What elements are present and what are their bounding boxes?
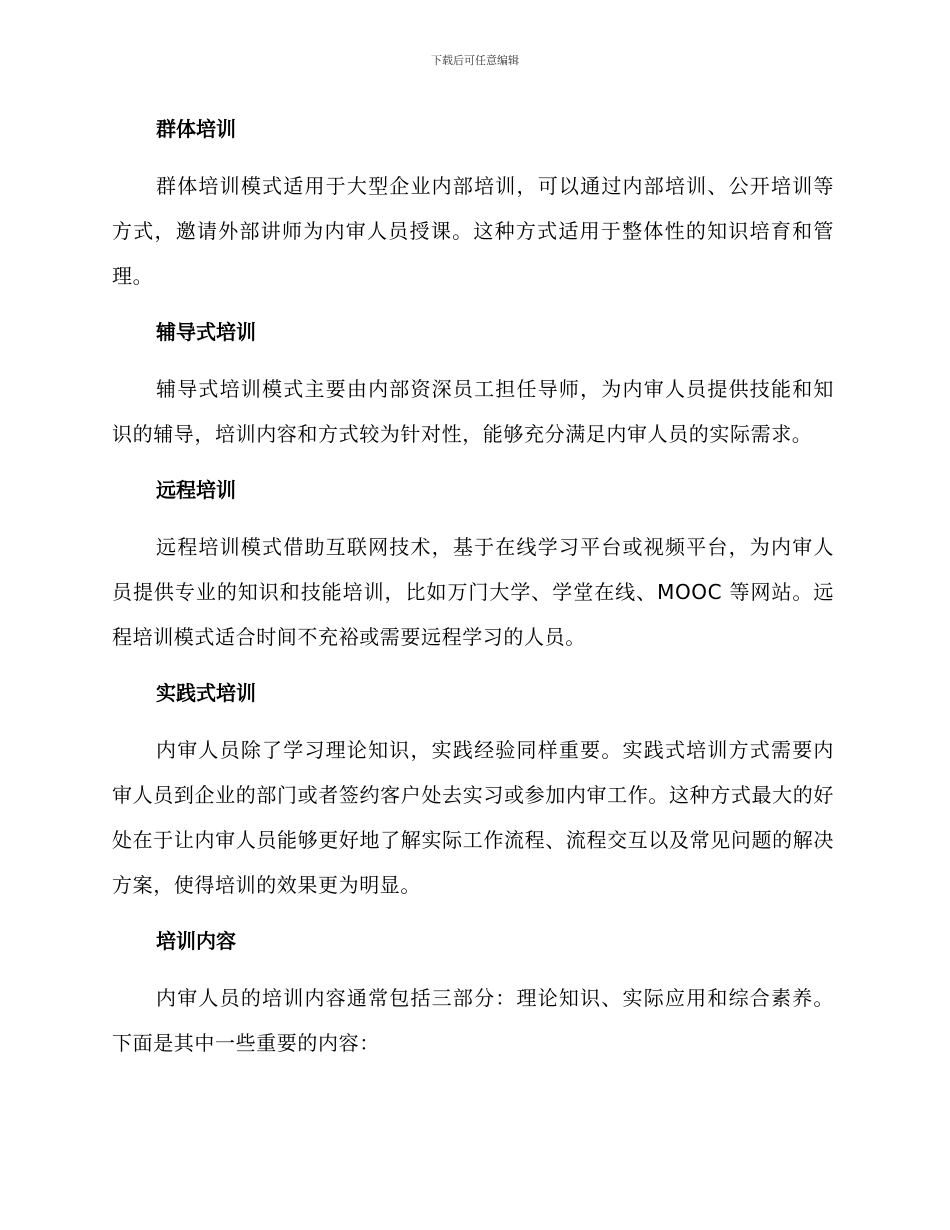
header-note: 下载后可任意编辑 — [431, 54, 519, 67]
section-practical-training — [112, 678, 834, 908]
section-heading: 实践式培训 — [156, 681, 256, 705]
section-paragraph: 远程培训模式借助互联网技术，基于在线学习平台或视频平台，为内审人员提供专业的知识和技能培训，比如万门大学、学堂在线、MOOC 等网站。远程培训模式适合时间不充裕或需要远程学习的人员。 — [112, 535, 834, 649]
section-paragraph: 内审人员的培训内容通常包括三部分：理论知识、实际应用和综合素养。下面是其中一些重要的内容： — [112, 986, 834, 1055]
section-paragraph: 辅导式培训模式主要由内部资深员工担任导师，为内审人员提供技能和知识的辅导，培训内容和方式较为针对性，能够充分满足内审人员的实际需求。 — [112, 377, 834, 446]
section-paragraph: 群体培训模式适用于大型企业内部培训，可以通过内部培训、公开培训等方式，邀请外部讲师为内审人员授课。这种方式适用于整体性的知识培育和管理。 — [112, 174, 834, 288]
document-content — [112, 114, 834, 1084]
section-heading: 培训内容 — [156, 929, 236, 953]
section-heading: 远程培训 — [156, 478, 236, 502]
section-group-training — [112, 114, 834, 299]
section-heading: 辅导式培训 — [156, 320, 256, 344]
section-mentoring-training — [112, 317, 834, 457]
section-training-content — [112, 926, 834, 1066]
section-heading: 群体培训 — [156, 117, 236, 141]
section-remote-training — [112, 475, 834, 660]
section-paragraph: 内审人员除了学习理论知识，实践经验同样重要。实践式培训方式需要内审人员到企业的部门或者签约客户处去实习或参加内审工作。这种方式最大的好处在于让内审人员能够更好地了解实际工作流程、流程交互以及常见问题的解决方案，使得培训的效果更为明显。 — [112, 738, 834, 897]
